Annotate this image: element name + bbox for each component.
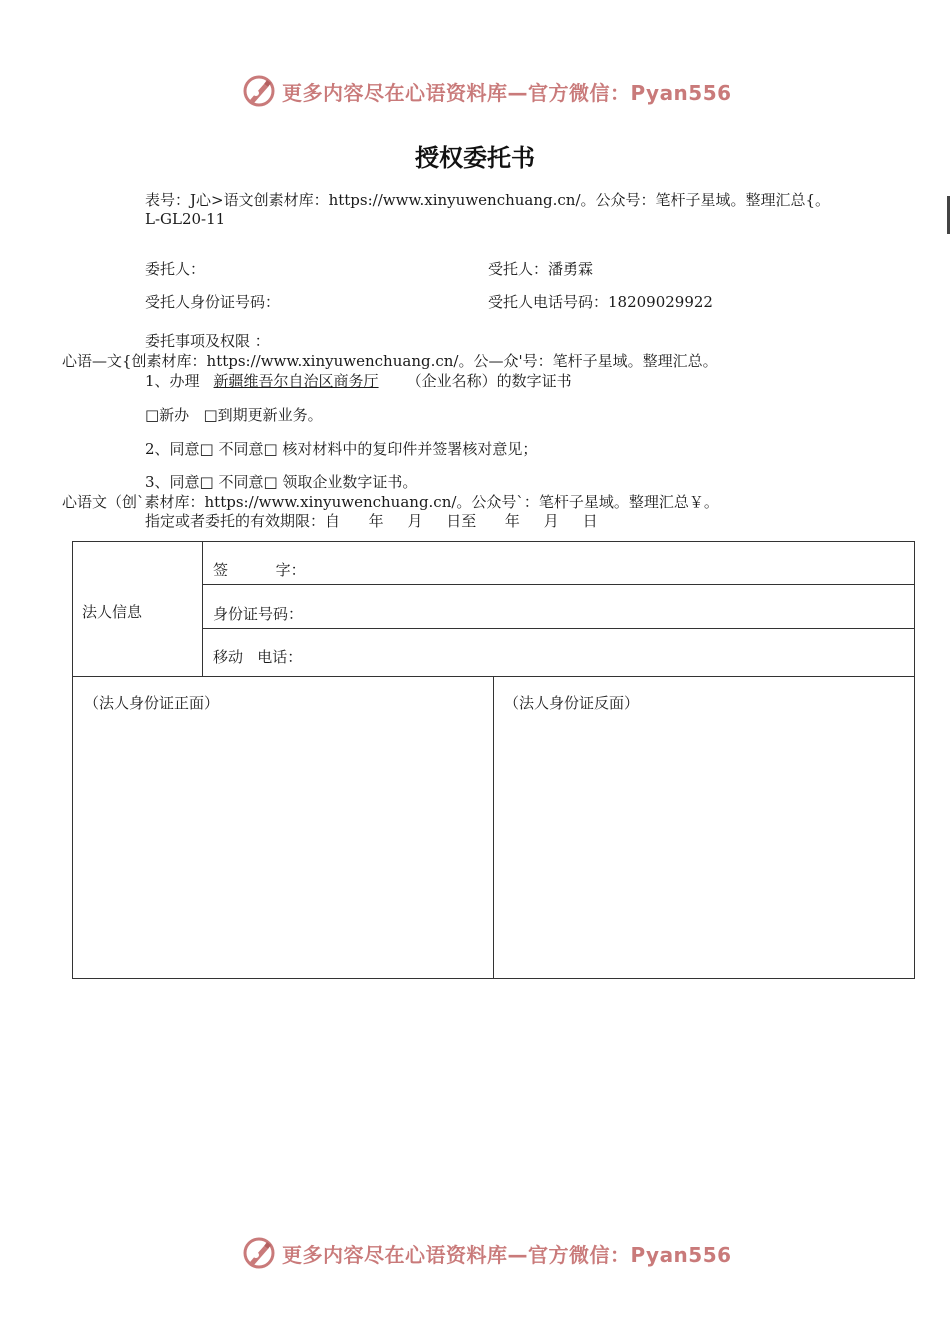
footer-watermark <box>242 1236 732 1270</box>
item-1-company: 新疆维吾尔自治区商务厅 <box>213 372 379 390</box>
agent-id-label: 受托人身份证号码： <box>145 293 281 311</box>
agent-label: 受托人：潘勇霖 <box>488 260 594 278</box>
watermark-text: 更多内容尽在心语资料库—官方微信：Pyan556 <box>282 80 732 105</box>
id-number-field-label: 身份证号码： <box>213 605 304 623</box>
pen-logo-icon <box>242 74 276 108</box>
signature-field-label: 签 字： <box>213 561 306 579</box>
item-2: 2、同意□ 不同意□ 核对材料中的复印件并签署核对意见； <box>145 440 538 458</box>
watermark-text: 更多内容尽在心语资料库—官方微信：Pyan556 <box>282 1242 732 1267</box>
item-1 <box>145 370 572 391</box>
noise-line-1: 心语—文{创素材库：https://www.xinyuwenchuang.cn/。公—众'号：笔杆子星域。整理汇总。 <box>62 352 718 370</box>
item-1-suffix: （企业名称）的数字证书 <box>406 372 572 390</box>
document-title: 授权委托书 <box>415 144 535 172</box>
form-number-code: L-GL20-11 <box>145 210 226 228</box>
mobile-phone-field-label: 移动 电话： <box>213 648 303 666</box>
id-card-front-label: （法人身份证正面） <box>84 694 220 712</box>
pen-logo-icon <box>242 1236 276 1270</box>
legal-info-label: 法人信息 <box>82 603 143 621</box>
item-3: 3、同意□ 不同意□ 领取企业数字证书。 <box>145 473 418 491</box>
noise-line-2: 心语文（创`素材库：https://www.xinyuwenchuang.cn/。公众号`：笔杆子星域。整理汇总￥。 <box>62 493 719 511</box>
id-card-back-label: （法人身份证反面） <box>504 694 640 712</box>
agent-phone-label: 受托人电话号码：18209029922 <box>488 293 713 311</box>
item-1-prefix: 1、办理 <box>145 372 200 390</box>
principal-label: 委托人： <box>145 260 206 278</box>
validity-period: 指定或者委托的有效期限：自 年 月 日至 年 月 日 <box>145 512 598 530</box>
header-watermark <box>242 74 732 108</box>
matters-label: 委托事项及权限 ： <box>145 332 270 350</box>
checkbox-line: □新办 □到期更新业务。 <box>145 406 323 424</box>
form-number-line: 表号：J心>语文创素材库：https://www.xinyuwenchuang.cn/。公众号：笔杆子星域。整理汇总{。 <box>145 191 831 209</box>
